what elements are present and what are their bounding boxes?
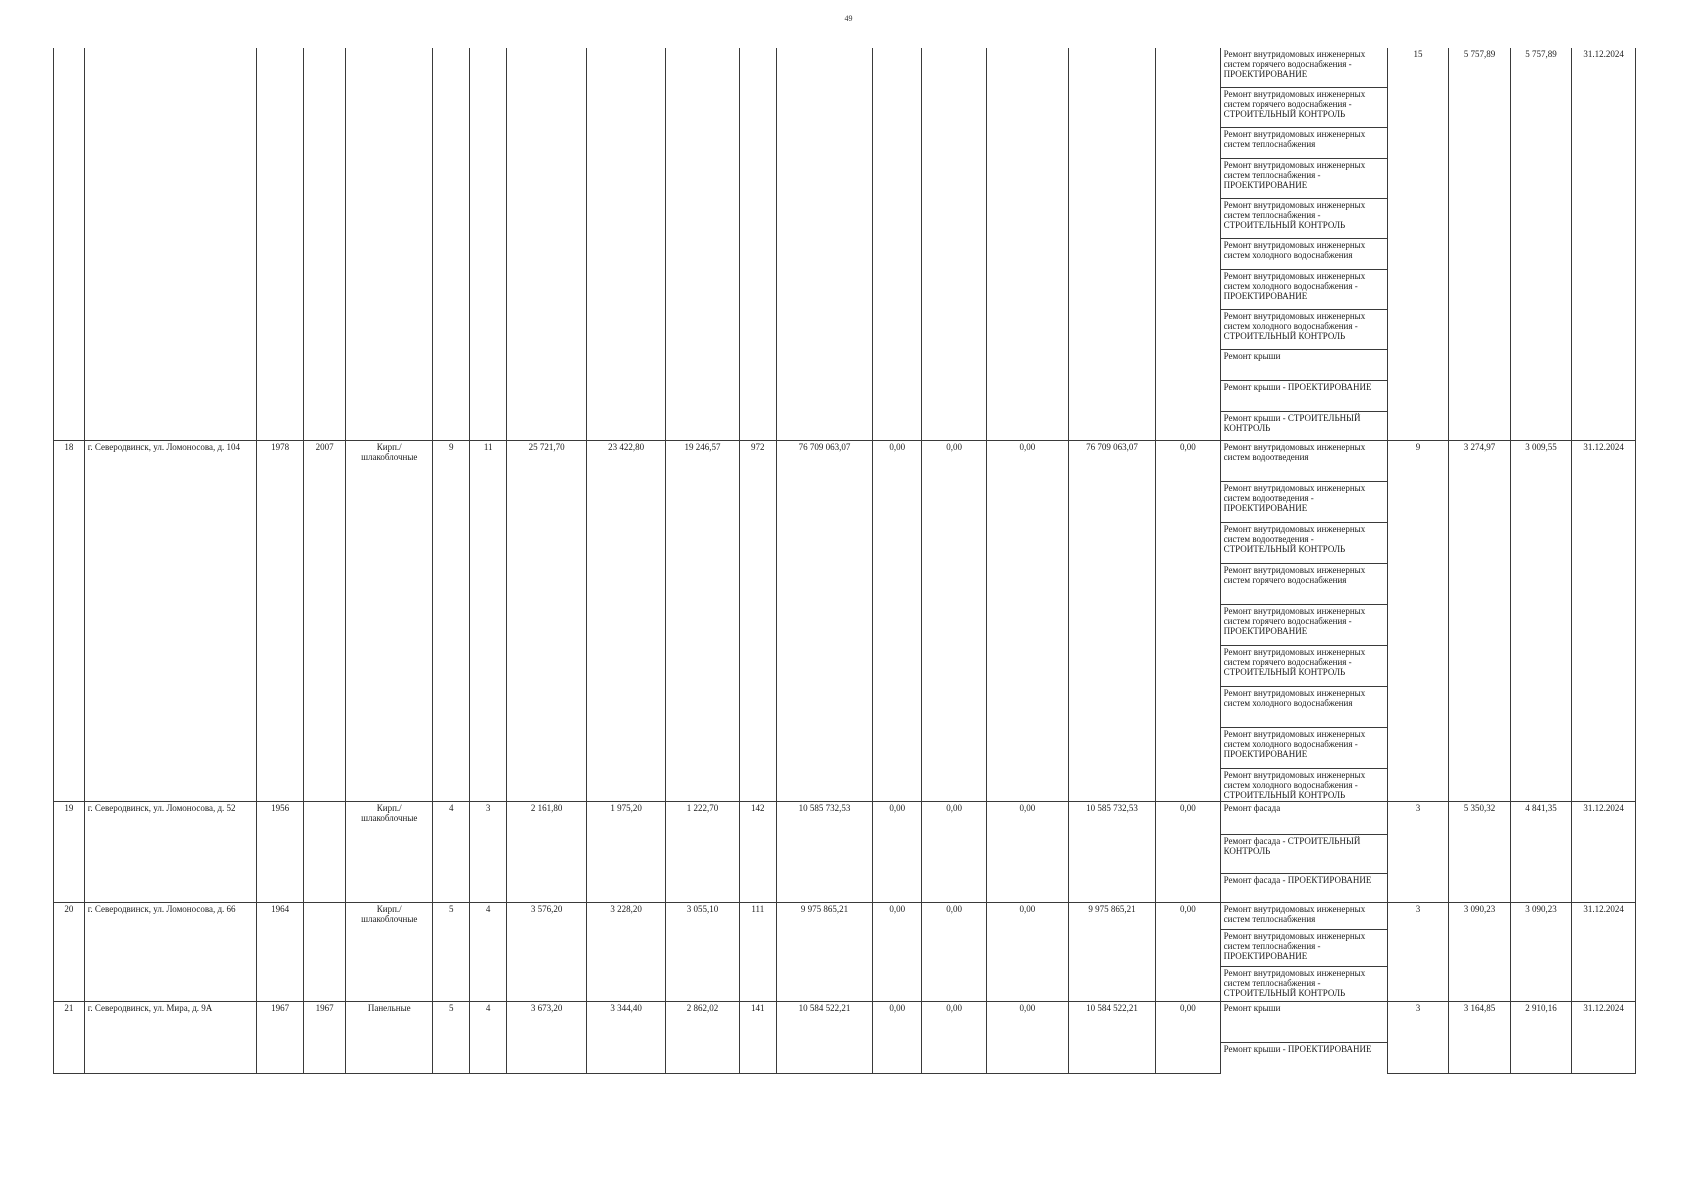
empty-cell	[304, 48, 346, 441]
year-renovated-cell	[304, 802, 346, 903]
fund-region-cell: 0,00	[922, 903, 987, 1002]
address-cell: г. Северодвинск, ул. Ломоносова, д. 52	[84, 802, 256, 903]
work-type-cell: Ремонт крыши	[1220, 1002, 1387, 1043]
residents-cell: 141	[739, 1002, 776, 1074]
fund-owners-cell: 76 709 063,07	[1068, 441, 1155, 802]
work-type-cell: Ремонт фасада - ПРОЕКТИРОВАНИЕ	[1220, 874, 1387, 903]
record-row	[54, 1002, 1636, 1043]
work-type-cell: Ремонт внутридомовых инженерных систем холодного водоснабжения - ПРОЕКТИРОВАНИЕ	[1220, 728, 1387, 769]
deadline-cell: 31.12.2024	[1572, 903, 1636, 1002]
fund-local-cell: 0,00	[986, 1002, 1068, 1074]
row-number-cell: 19	[54, 802, 85, 903]
floors-cell: 5	[433, 1002, 470, 1074]
empty-cell	[776, 48, 872, 441]
work-type-cell: Ремонт внутридомовых инженерных систем горячего водоснабжения - ПРОЕКТИРОВАНИЕ	[1220, 605, 1387, 646]
deadline-cell: 31.12.2024	[1572, 48, 1636, 441]
empty-cell	[739, 48, 776, 441]
fund-owners-cell: 9 975 865,21	[1068, 903, 1155, 1002]
record-row	[54, 802, 1636, 835]
work-type-cell: Ремонт внутридомовых инженерных систем горячего водоснабжения - СТРОИТЕЛЬНЫЙ КОНТРОЛЬ	[1220, 646, 1387, 687]
total-cost-cell: 76 709 063,07	[776, 441, 872, 802]
unit-cost-cell: 5 350,32	[1449, 802, 1511, 903]
address-cell: г. Северодвинск, ул. Мира, д. 9А	[84, 1002, 256, 1074]
empty-cell	[346, 48, 433, 441]
year-renovated-cell: 1967	[304, 1002, 346, 1074]
empty-cell	[470, 48, 507, 441]
fund-local-cell: 0,00	[986, 903, 1068, 1002]
year-renovated-cell	[304, 903, 346, 1002]
empty-cell	[587, 48, 666, 441]
fund-federal-cell: 0,00	[873, 1002, 922, 1074]
empty-cell	[1068, 48, 1155, 441]
fund-other-cell: 0,00	[1156, 441, 1221, 802]
unit-cost-cell: 3 090,23	[1449, 903, 1511, 1002]
empty-cell	[873, 48, 922, 441]
capital-repair-table	[53, 48, 1636, 1074]
wall-material-cell: Панельные	[346, 1002, 433, 1074]
work-type-cell: Ремонт крыши - ПРОЕКТИРОВАНИЕ	[1220, 381, 1387, 412]
work-count-cell: 3	[1387, 1002, 1449, 1074]
work-type-cell: Ремонт внутридомовых инженерных систем холодного водоснабжения - СТРОИТЕЛЬНЫЙ КОНТРОЛЬ	[1220, 310, 1387, 350]
work-type-cell: Ремонт внутридомовых инженерных систем горячего водоснабжения - ПРОЕКТИРОВАНИЕ	[1220, 48, 1387, 88]
row-number-cell: 21	[54, 1002, 85, 1074]
wall-material-cell: Кирп./ шлакоблочные	[346, 903, 433, 1002]
premises-area-cell: 3 228,20	[587, 903, 666, 1002]
work-type-cell: Ремонт фасада	[1220, 802, 1387, 835]
record-row	[54, 903, 1636, 930]
floors-cell: 9	[433, 441, 470, 802]
deadline-cell: 31.12.2024	[1572, 802, 1636, 903]
empty-cell	[666, 48, 740, 441]
work-type-cell: Ремонт внутридомовых инженерных систем холодного водоснабжения - ПРОЕКТИРОВАНИЕ	[1220, 270, 1387, 310]
fund-federal-cell: 0,00	[873, 441, 922, 802]
total-cost-cell: 9 975 865,21	[776, 903, 872, 1002]
work-type-cell: Ремонт фасада - СТРОИТЕЛЬНЫЙ КОНТРОЛЬ	[1220, 835, 1387, 874]
residents-cell: 111	[739, 903, 776, 1002]
entrances-cell: 4	[470, 1002, 507, 1074]
work-type-cell: Ремонт внутридомовых инженерных систем теплоснабжения	[1220, 128, 1387, 159]
wall-material-cell: Кирп./ шлакоблочные	[346, 802, 433, 903]
residential-area-cell: 1 222,70	[666, 802, 740, 903]
empty-cell	[986, 48, 1068, 441]
work-type-cell: Ремонт внутридомовых инженерных систем водоотведения	[1220, 441, 1387, 482]
work-type-cell: Ремонт внутридомовых инженерных систем теплоснабжения	[1220, 903, 1387, 930]
fund-other-cell: 0,00	[1156, 1002, 1221, 1074]
floors-cell: 5	[433, 903, 470, 1002]
year-built-cell: 1956	[256, 802, 303, 903]
work-count-cell: 15	[1387, 48, 1449, 441]
entrances-cell: 4	[470, 903, 507, 1002]
work-count-cell: 9	[1387, 441, 1449, 802]
unit-cost-cell: 3 274,97	[1449, 441, 1511, 802]
premises-area-cell: 3 344,40	[587, 1002, 666, 1074]
residential-area-cell: 2 862,02	[666, 1002, 740, 1074]
residential-area-cell: 19 246,57	[666, 441, 740, 802]
entrances-cell: 3	[470, 802, 507, 903]
premises-area-cell: 1 975,20	[587, 802, 666, 903]
deadline-cell: 31.12.2024	[1572, 1002, 1636, 1074]
page-number: 49	[844, 14, 853, 23]
fund-local-cell: 0,00	[986, 441, 1068, 802]
fund-region-cell: 0,00	[922, 441, 987, 802]
fund-owners-cell: 10 585 732,53	[1068, 802, 1155, 903]
residents-cell: 142	[739, 802, 776, 903]
limit-cost-cell: 3 009,55	[1510, 441, 1572, 802]
address-cell: г. Северодвинск, ул. Ломоносова, д. 104	[84, 441, 256, 802]
work-type-cell: Ремонт крыши - СТРОИТЕЛЬНЫЙ КОНТРОЛЬ	[1220, 412, 1387, 441]
year-built-cell: 1978	[256, 441, 303, 802]
work-type-cell: Ремонт внутридомовых инженерных систем холодного водоснабжения	[1220, 239, 1387, 270]
limit-cost-cell: 5 757,89	[1510, 48, 1572, 441]
empty-cell	[1156, 48, 1221, 441]
work-type-cell: Ремонт крыши - ПРОЕКТИРОВАНИЕ	[1220, 1043, 1387, 1074]
work-count-cell: 3	[1387, 802, 1449, 903]
fund-other-cell: 0,00	[1156, 903, 1221, 1002]
work-type-cell: Ремонт крыши	[1220, 350, 1387, 381]
total-cost-cell: 10 585 732,53	[776, 802, 872, 903]
unit-cost-cell: 3 164,85	[1449, 1002, 1511, 1074]
floors-cell: 4	[433, 802, 470, 903]
year-built-cell: 1964	[256, 903, 303, 1002]
residential-area-cell: 3 055,10	[666, 903, 740, 1002]
work-type-cell: Ремонт внутридомовых инженерных систем холодного водоснабжения - СТРОИТЕЛЬНЫЙ КОНТРОЛЬ	[1220, 769, 1387, 802]
work-count-cell: 3	[1387, 903, 1449, 1002]
row-number-cell: 18	[54, 441, 85, 802]
unit-cost-cell: 5 757,89	[1449, 48, 1511, 441]
empty-cell	[256, 48, 303, 441]
work-type-cell: Ремонт внутридомовых инженерных систем теплоснабжения - СТРОИТЕЛЬНЫЙ КОНТРОЛЬ	[1220, 967, 1387, 1002]
residents-cell: 972	[739, 441, 776, 802]
total-area-cell: 3 673,20	[507, 1002, 587, 1074]
entrances-cell: 11	[470, 441, 507, 802]
fund-owners-cell: 10 584 522,21	[1068, 1002, 1155, 1074]
fund-region-cell: 0,00	[922, 802, 987, 903]
fund-region-cell: 0,00	[922, 1002, 987, 1074]
empty-cell	[54, 48, 85, 441]
limit-cost-cell: 2 910,16	[1510, 1002, 1572, 1074]
continuation-row	[54, 48, 1636, 88]
work-type-cell: Ремонт внутридомовых инженерных систем горячего водоснабжения	[1220, 564, 1387, 605]
empty-cell	[922, 48, 987, 441]
total-area-cell: 25 721,70	[507, 441, 587, 802]
row-number-cell: 20	[54, 903, 85, 1002]
limit-cost-cell: 4 841,35	[1510, 802, 1572, 903]
work-type-cell: Ремонт внутридомовых инженерных систем теплоснабжения - СТРОИТЕЛЬНЫЙ КОНТРОЛЬ	[1220, 199, 1387, 239]
empty-cell	[84, 48, 256, 441]
work-type-cell: Ремонт внутридомовых инженерных систем водоотведения - СТРОИТЕЛЬНЫЙ КОНТРОЛЬ	[1220, 523, 1387, 564]
address-cell: г. Северодвинск, ул. Ломоносова, д. 66	[84, 903, 256, 1002]
work-type-cell: Ремонт внутридомовых инженерных систем холодного водоснабжения	[1220, 687, 1387, 728]
total-area-cell: 3 576,20	[507, 903, 587, 1002]
record-row	[54, 441, 1636, 482]
limit-cost-cell: 3 090,23	[1510, 903, 1572, 1002]
fund-federal-cell: 0,00	[873, 903, 922, 1002]
empty-cell	[433, 48, 470, 441]
fund-local-cell: 0,00	[986, 802, 1068, 903]
premises-area-cell: 23 422,80	[587, 441, 666, 802]
total-cost-cell: 10 584 522,21	[776, 1002, 872, 1074]
deadline-cell: 31.12.2024	[1572, 441, 1636, 802]
fund-other-cell: 0,00	[1156, 802, 1221, 903]
year-renovated-cell: 2007	[304, 441, 346, 802]
work-type-cell: Ремонт внутридомовых инженерных систем теплоснабжения - ПРОЕКТИРОВАНИЕ	[1220, 930, 1387, 967]
year-built-cell: 1967	[256, 1002, 303, 1074]
work-type-cell: Ремонт внутридомовых инженерных систем горячего водоснабжения - СТРОИТЕЛЬНЫЙ КОНТРОЛЬ	[1220, 88, 1387, 128]
fund-federal-cell: 0,00	[873, 802, 922, 903]
total-area-cell: 2 161,80	[507, 802, 587, 903]
empty-cell	[507, 48, 587, 441]
work-type-cell: Ремонт внутридомовых инженерных систем теплоснабжения - ПРОЕКТИРОВАНИЕ	[1220, 159, 1387, 199]
wall-material-cell: Кирп./ шлакоблочные	[346, 441, 433, 802]
work-type-cell: Ремонт внутридомовых инженерных систем водоотведения - ПРОЕКТИРОВАНИЕ	[1220, 482, 1387, 523]
